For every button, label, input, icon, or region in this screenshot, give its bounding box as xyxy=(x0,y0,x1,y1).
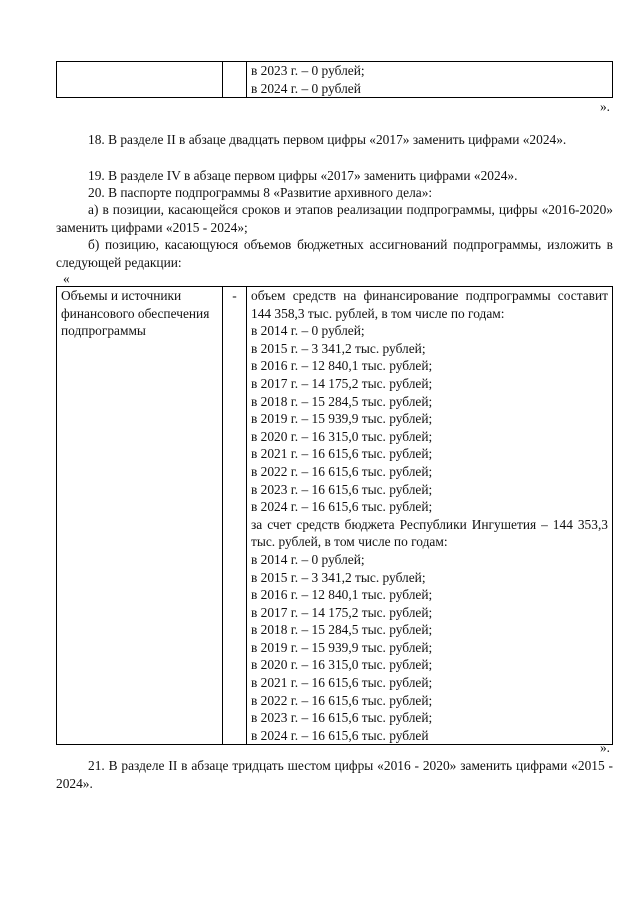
year-line: в 2016 г. – 12 840,1 тыс. рублей; xyxy=(251,587,433,603)
paragraph-21: 21. В разделе II в абзаце тридцать шестом цифры «2016 - 2020» заменить цифрами «2015 - 2024». xyxy=(56,758,613,791)
year-line: в 2018 г. – 15 284,5 тыс. рублей; xyxy=(251,393,433,409)
budget-years-list xyxy=(251,551,608,745)
year-line: в 2024 г. – 0 рублей xyxy=(251,80,361,96)
closing-quote: ». xyxy=(599,740,610,755)
table-cell-empty xyxy=(57,62,223,98)
paragraph-19: 19. В разделе IV в абзаце первом цифры «2017» заменить цифрами «2024». xyxy=(88,168,518,183)
paragraph-18: 18. В разделе II в абзаце двадцать первом цифры «2017» заменить цифрами «2024». xyxy=(88,132,567,147)
year-line: в 2019 г. – 15 939,9 тыс. рублей; xyxy=(251,639,433,655)
table-cell-label: Объемы и источники финансового обеспечения подпрограммы xyxy=(57,287,223,745)
year-line: в 2015 г. – 3 341,2 тыс. рублей; xyxy=(251,569,426,585)
paragraph-20a: а) в позиции, касающейся сроков и этапов реализации подпрограммы, цифры «2016-2020» заменить цифрами «2015 - 2024»; xyxy=(56,202,613,235)
year-line: в 2019 г. – 15 939,9 тыс. рублей; xyxy=(251,411,433,427)
year-line: в 2023 г. – 16 615,6 тыс. рублей; xyxy=(251,710,433,726)
year-line: в 2014 г. – 0 рублей; xyxy=(251,323,365,339)
paragraph-20b: б) позицию, касающуюся объемов бюджетных ассигнований подпрограммы, изложить в следующей редакции: xyxy=(56,237,613,270)
year-line: в 2017 г. – 14 175,2 тыс. рублей; xyxy=(251,375,433,391)
budget-funding-text: за счет средств бюджета Республики Ингушетия – 144 353,3 тыс. рублей, в том числе по годам: xyxy=(251,516,608,550)
year-line: в 2024 г. – 16 615,6 тыс. рублей; xyxy=(251,499,433,515)
table-row xyxy=(57,62,613,98)
table-cell-values xyxy=(247,287,613,745)
year-line: в 2015 г. – 3 341,2 тыс. рублей; xyxy=(251,340,426,356)
year-line: в 2024 г. – 16 615,6 тыс. рублей xyxy=(251,727,429,743)
year-line: в 2021 г. – 16 615,6 тыс. рублей; xyxy=(251,675,433,691)
top-table-fragment xyxy=(56,61,613,98)
year-line: в 2021 г. – 16 615,6 тыс. рублей; xyxy=(251,446,433,462)
year-line: в 2022 г. – 16 615,6 тыс. рублей; xyxy=(251,463,433,479)
table-cell-years xyxy=(247,62,613,98)
year-line: в 2020 г. – 16 315,0 тыс. рублей; xyxy=(251,657,433,673)
total-years-list xyxy=(251,322,608,516)
funding-table xyxy=(56,286,613,745)
year-line: в 2016 г. – 12 840,1 тыс. рублей; xyxy=(251,358,433,374)
table-cell-dash: - xyxy=(223,287,247,745)
year-line: в 2022 г. – 16 615,6 тыс. рублей; xyxy=(251,692,433,708)
table-row xyxy=(57,287,613,745)
paragraph-20: 20. В паспорте подпрограммы 8 «Развитие архивного дела»: xyxy=(88,185,433,200)
year-line: в 2023 г. – 16 615,6 тыс. рублей; xyxy=(251,481,433,497)
table-cell-empty xyxy=(223,62,247,98)
year-line: в 2014 г. – 0 рублей; xyxy=(251,551,365,567)
opening-quote: « xyxy=(63,271,70,286)
year-line: в 2023 г. – 0 рублей; xyxy=(251,63,365,78)
year-line: в 2020 г. – 16 315,0 тыс. рублей; xyxy=(251,428,433,444)
total-funding-text: объем средств на финансирование подпрограммы составит 144 358,3 тыс. рублей, в том числе по годам: xyxy=(251,288,608,321)
year-line: в 2017 г. – 14 175,2 тыс. рублей; xyxy=(251,604,433,620)
closing-quote: ». xyxy=(599,99,610,114)
year-line: в 2018 г. – 15 284,5 тыс. рублей; xyxy=(251,622,433,638)
